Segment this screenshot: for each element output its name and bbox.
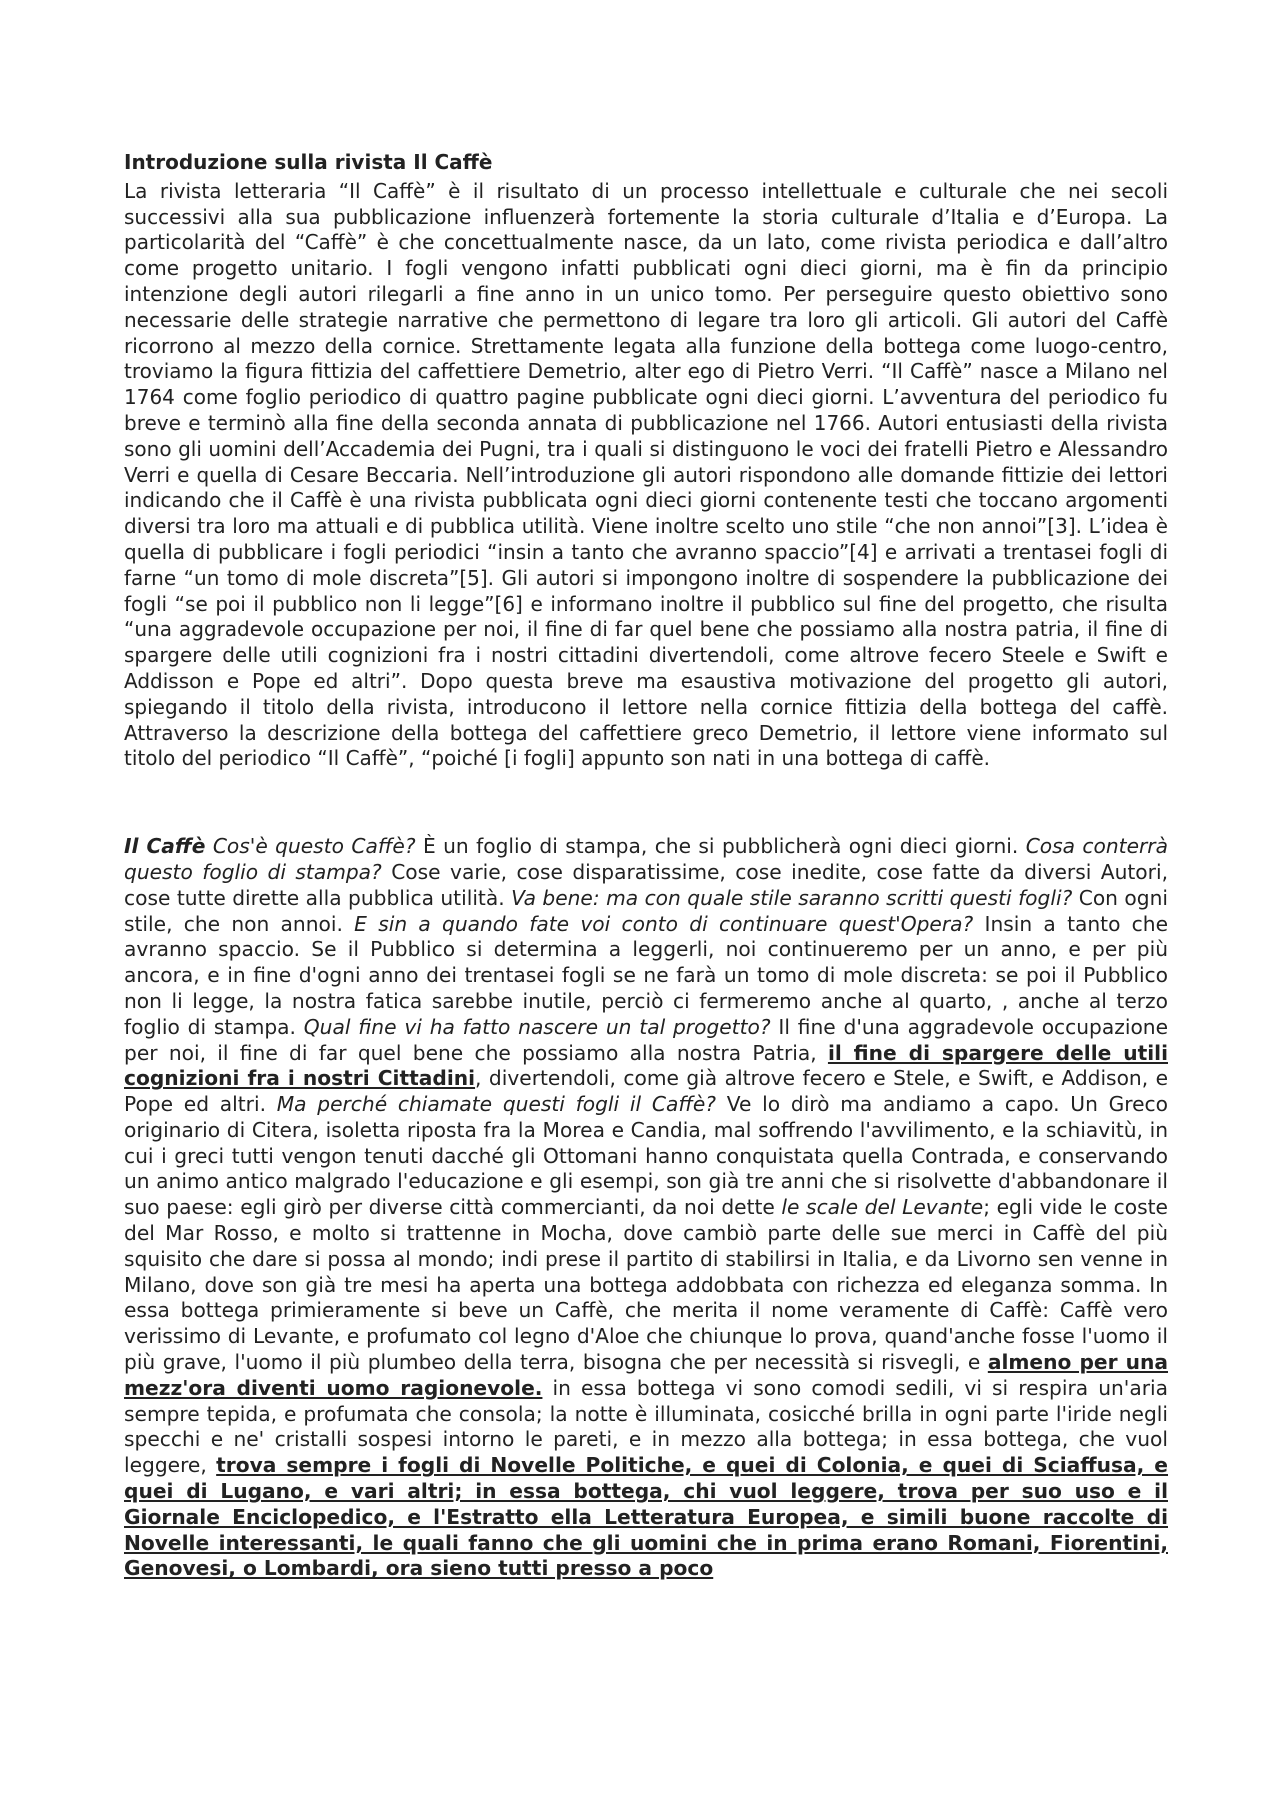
excerpt-question: Cos'è questo Caffè? <box>212 834 416 859</box>
excerpt-text: ; egli vide le coste del Mar Rosso, e molto si trattenne in Mocha, dove cambiò parte delle sue merci in Caffè del più squisito che dare si possa al mondo; indi prese il partito di stabilirsi in Italia, e da Livorno sen venne in Milano, dove son già tre mesi ha aperta una bottega addobbata con richezza ed eleganza somma. In essa bottega primieramente si beve un Caffè, che merita il nome veramente di Caffè: Caffè vero verissimo di Levante, e profumato col legno d'Aloe che chiunque lo prova, quand'anche fosse l'uomo il più grave, l'uomo il più plumbeo della terra, bisogna che per necessità si risvegli, e <box>124 1195 1168 1375</box>
excerpt-text: Ve lo dirò ma andiamo a capo. Un Greco originario di Citera, isoletta riposta fra la Morea e Candia, mal soffrendo l'avvilimento, e la schiavitù, in cui i greci tutti vengon tenuti dacché gli Ottomani hanno conquistata quella Contrada, e conservando un animo antico malgrado l'educazione e gli esempi, son già tre anni che si risolvette d'abbandonare il suo paese: egli girò per diverse città commercianti, da noi dette <box>124 1092 1168 1220</box>
excerpt-highlight: almeno per una mezz'ora diventi uomo ragionevole. <box>124 1350 1169 1400</box>
excerpt-lead-title: Il Caffè <box>124 834 206 859</box>
excerpt-question: Cosa conterrà questo foglio di stampa? <box>124 834 1168 884</box>
paragraph-gap <box>124 772 1168 834</box>
excerpt-text <box>205 834 212 858</box>
excerpt-text: È un foglio di stampa, che si pubblicherà ogni dieci giorni. <box>415 834 1026 859</box>
excerpt-question: Ma perché chiamate questi fogli il Caffè? <box>276 1092 717 1117</box>
excerpt-paragraph <box>124 834 1168 1582</box>
document-page <box>124 150 1168 1582</box>
excerpt-text: Con ogni stile, che non annoi. <box>124 885 1168 936</box>
document-title: Introduzione sulla rivista Il Caffè <box>124 150 493 174</box>
intro-paragraph: La rivista letteraria “Il Caffè” è il risultato di un processo intellettuale e culturale che nei secoli successivi alla sua pubblicazione influenzerà fortemente la storia culturale d’Italia e d’Europa. La particolarità del “Caffè” è che concettualmente nasce, da un lato, come rivista periodica e dall’altro come progetto unitario. I fogli vengono infatti pubblicati ogni dieci giorni, ma è fin da principio intenzione degli autori rilegarli a fine anno in un unico tomo. Per perseguire questo obiettivo sono necessarie delle strategie narrative che permettono di legare tra loro gli articoli. Gli autori del Caffè ricorrono al mezzo della cornice. Strettamente legata alla funzione della bottega come luogo-centro, troviamo la figura fittizia del caffettiere Demetrio, alter ego di Pietro Verri. “Il Caffè” nasce a Milano nel 1764 come foglio periodico di quattro pagine pubblicate ogni dieci giorni. L’avventura del periodico fu breve e terminò alla fine della seconda annata di pubblicazione nel 1766. Autori entusiasti della rivista sono gli uomini dell’Accademia dei Pugni, tra i quali si distinguono le voci dei fratelli Pietro e Alessandro Verri e quella di Cesare Beccaria. Nell’introduzione gli autori rispondono alle domande fittizie dei lettori indicando che il Caffè è una rivista pubblicata ogni dieci giorni contenente testi che toccano argomenti diversi tra loro ma attuali e di pubblica utilità. Viene inoltre scelto uno stile “che non annoi”[3]. L’idea è quella di pubblicare i fogli periodici “insin a tanto che avranno spaccio”[4] e arrivati a trentasei fogli di farne “un tomo di mole discreta”[5]. Gli autori si impongono inoltre di sospendere la pubblicazione dei fogli “se poi il pubblico non li legge”[6] e informano inoltre il pubblico sul fine del progetto, che risulta “una aggradevole occupazione per noi, il fine di far quel bene che possiamo alla nostra patria, il fine di spargere delle utili cognizioni fra i nostri cittadini divertendoli, come altrove fecero Steele e Swift e Addisson e Pope ed altri”. Dopo questa breve ma esaustiva motivazione del progetto gli autori, spiegando il titolo della rivista, introducono il lettore nella cornice fittizia della bottega del caffè. Attraverso la descrizione della bottega del caffettiere greco Demetrio, il lettore viene informato sul titolo del periodico “Il Caffè”, “poiché [i fogli] appunto son nati in una bottega di caffè. <box>124 178 1168 771</box>
excerpt-text: , divertendoli, come già altrove fecero e Stele, e Swift, e Addison, e Pope ed altri. <box>124 1066 1169 1117</box>
excerpt-question: E sin a quando fate voi conto di continuare quest'Opera? <box>354 911 974 936</box>
excerpt-text: in essa bottega vi sono comodi sedili, vi si respira un'aria sempre tepida, e profumata che consola; la notte è illuminata, cosicché brilla in ogni parte l'iride negli specchi e ne' cristalli sospesi intorno le pareti, e in mezzo alla bottega; in essa bottega, che vuol leggere, <box>124 1375 1168 1478</box>
excerpt-text: Il fine d'una aggradevole occupazione per noi, il fine di far quel bene che possiamo alla nostra Patria, <box>124 1014 1169 1065</box>
excerpt-question: Qual fine vi ha fatto nascere un tal progetto? <box>303 1014 771 1039</box>
excerpt-highlight: il fine di spargere delle utili cognizioni fra i nostri Cittadini <box>124 1040 1168 1091</box>
excerpt-highlight: trova sempre i fogli di Novelle Politiche, e quei di Colonia, e quei di Sciaffusa, e quei di Lugano, e vari altri; in essa bottega, chi vuol leggere, trova per suo uso e il Giornale Enciclopedico, e l'Estratto ella Letteratura Europea, e simili buone raccolte di Novelle interessanti, le quali fanno che gli uomini che in prima erano Romani, Fiorentini, Genovesi, o Lombardi, ora sieno tutti presso a poco <box>124 1453 1169 1581</box>
excerpt-text: Cose varie, cose disparatissime, cose inedite, cose fatte da diversi Autori, cose tutte dirette alla pubblica utilità. <box>124 859 1168 910</box>
excerpt-italic-phrase: le scale del Levante <box>781 1195 984 1220</box>
excerpt-text: Insin a tanto che avranno spaccio. Se il Pubblico si determina a leggerli, noi continueremo per un anno, e per più ancora, e in fine d'ogni anno dei trentasei fogli se ne farà un tomo di mole discreta: se poi il Pubblico non li legge, la nostra fatica sarebbe inutile, perciò ci fermeremo anche al quarto, , anche al terzo foglio di stampa. <box>124 911 1168 1039</box>
excerpt-question: Va bene: ma con quale stile saranno scritti questi fogli? <box>511 885 1073 910</box>
